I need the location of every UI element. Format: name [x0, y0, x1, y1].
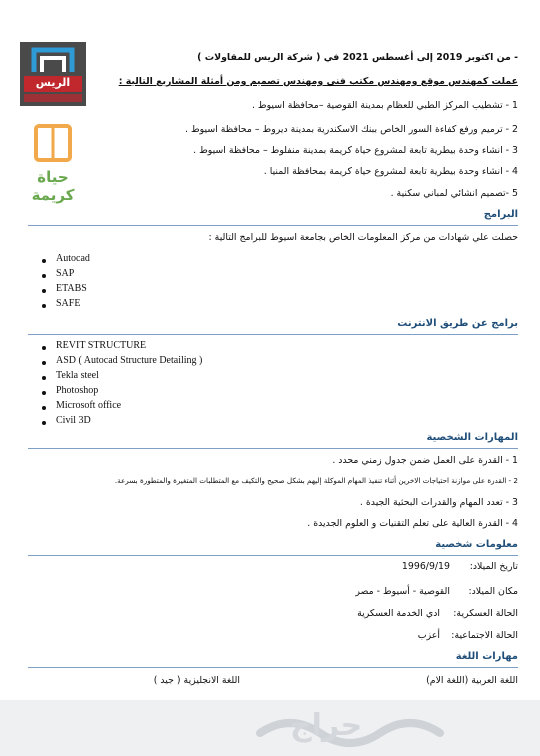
skill-item: 2 - القدرة على موازنة احتياجات الاخرين أثناء تنفيذ المهام الموكلة إليهم بشكل صحيح والتكيف مع المتطلبات المتغيرة والمتطورة بسرعة.: [114, 476, 518, 485]
experience-dates: - من اكتوبر 2019 إلى أغسطس 2021 في ( شركة الريس للمقاولات ): [197, 52, 518, 63]
section-divider: [28, 334, 518, 335]
section-divider: [28, 555, 518, 556]
language-arabic: اللغة العربية (اللغة الام): [426, 675, 518, 686]
military-value: ادي الخدمة العسكرية: [357, 608, 440, 619]
section-divider: [28, 667, 518, 668]
project-item: 1 - تشطيب المركز الطبي للعظام بمدينة القوصية –محافظة اسيوط .: [251, 100, 518, 111]
marital-value: أعزب: [417, 630, 440, 641]
online-program-item: Photoshop: [56, 385, 99, 396]
military-label: الحالة العسكرية:: [453, 608, 518, 619]
section-divider: [28, 225, 518, 226]
bullet: [42, 274, 46, 278]
bullet: [42, 304, 46, 308]
online-program-item: Civil 3D: [56, 415, 91, 426]
bullet: [42, 259, 46, 263]
personal-skills-heading: المهارات الشخصية: [426, 432, 518, 443]
section-divider: [28, 448, 518, 449]
building-arch-icon: [20, 42, 86, 106]
online-programs-heading: برامج عن طريق الانترنت: [397, 318, 518, 329]
bullet: [42, 346, 46, 350]
marital-label: الحالة الاجتماعية:: [451, 630, 518, 641]
personal-info-heading: معلومات شخصية: [435, 539, 518, 550]
programs-heading: البرامج: [483, 209, 518, 220]
program-item: ETABS: [56, 283, 87, 294]
experience-role: عملت كمهندس موقع ومهندس مكتب فني ومهندس تصميم ومن أمثلة المشاريع التالية :: [118, 76, 518, 87]
online-program-item: REVIT STRUCTURE: [56, 340, 147, 351]
program-item: SAP: [56, 268, 75, 279]
skill-item: 1 - القدرة على العمل ضمن جدول زمني محدد .: [332, 455, 518, 466]
project-item: 3 - انشاء وحدة بيطرية تابعة لمشروع حياة كريمة بمدينة منفلوط – محافظة اسيوط .: [193, 145, 518, 156]
skill-item: 4 - القدرة العالية على تعلم التقنيات و العلوم الجديدة .: [307, 518, 518, 529]
karima-text: كريمة: [31, 186, 75, 204]
bullet: [42, 421, 46, 425]
program-item: SAFE: [56, 298, 81, 309]
window-frame-icon: [28, 124, 78, 164]
skill-item: 3 - تعدد المهام والقدرات البحثية الجيدة .: [359, 497, 518, 508]
program-item: Autocad: [56, 253, 90, 264]
online-program-item: Tekla steel: [56, 370, 99, 381]
company-logo-text: الريس: [35, 76, 71, 89]
online-program-item: Microsoft office: [56, 400, 122, 411]
bullet: [42, 376, 46, 380]
company-logo: [20, 42, 86, 106]
bullet: [42, 406, 46, 410]
birth-place-label: مكان الميلاد:: [468, 586, 518, 597]
birth-date-label: تاريخ الميلاد:: [469, 561, 518, 572]
hayat-karima-logo: [28, 124, 78, 208]
project-item: 5 -تصميم انشائي لمباني سكنية .: [390, 188, 518, 199]
languages-heading: مهارات اللغة: [455, 651, 518, 662]
online-program-item: ASD ( Autocad Structure Detailing ): [56, 355, 203, 366]
watermark-band: [0, 700, 540, 756]
hayat-text: حياة: [37, 168, 69, 186]
birth-date-value: 1996/9/19: [401, 561, 450, 572]
bullet: [42, 391, 46, 395]
project-item: 4 - انشاء وحدة بيطرية تابعة لمشروع حياة كريمة بمحافظة المنيا .: [263, 166, 518, 177]
birth-place-value: القوصية - أسيوط - مصر: [355, 586, 450, 597]
programs-intro: حصلت علي شهادات من مركز المعلومات الخاص بجامعة اسيوط للبرامج التالية :: [208, 232, 518, 243]
project-item: 2 - ترميم ورفع كفاءة السور الخاص ببنك الاسكندرية بمدينة ديروط – محافظة اسيوط .: [185, 124, 518, 135]
bullet: [42, 361, 46, 365]
watermark-text: حراج: [290, 708, 363, 743]
language-english: اللغة الانجليزية ( جيد ): [153, 675, 240, 686]
bullet: [42, 289, 46, 293]
